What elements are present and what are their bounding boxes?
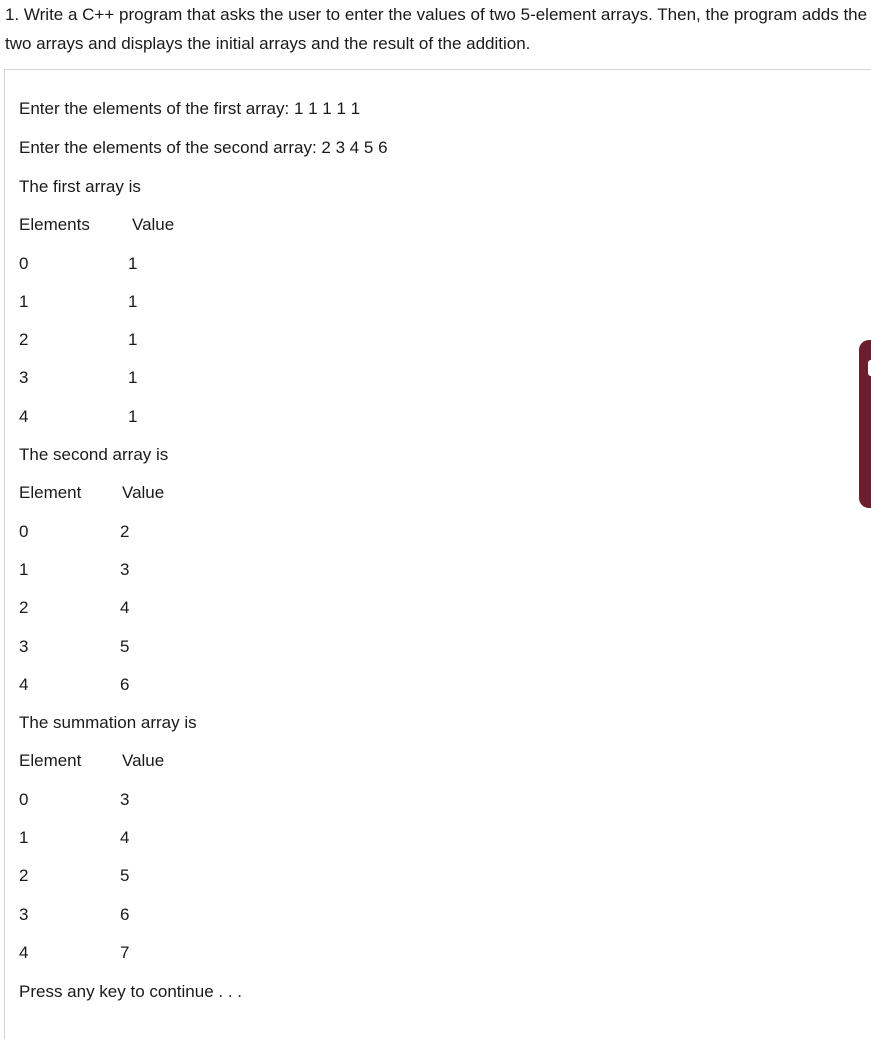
row-value: 4: [120, 598, 130, 617]
row-index: 4: [19, 407, 29, 426]
column-header-element: Element: [19, 751, 82, 770]
row-value: 6: [120, 675, 130, 694]
row-index: 4: [19, 943, 29, 962]
row-value: 2: [120, 522, 130, 541]
prompt-second-array: Enter the elements of the second array: 2 3 4 5 6: [19, 138, 388, 157]
column-header-value: Value: [132, 215, 175, 234]
row-value: 1: [128, 368, 138, 387]
row-value: 1: [128, 292, 138, 311]
question-text: 1. Write a C++ program that asks the user to enter the values of two 5-element arrays. Then, the program adds the two arrays and displays the initial arrays and the result of the addition.: [5, 5, 868, 53]
prompt-first-array: Enter the elements of the first array: 1 1 1 1 1: [19, 99, 361, 118]
column-header-value: Value: [122, 483, 165, 502]
row-value: 1: [128, 254, 138, 273]
row-value: 6: [120, 905, 130, 924]
row-index: 2: [19, 330, 29, 349]
row-index: 0: [19, 522, 29, 541]
row-value: 4: [120, 828, 130, 847]
row-index: 3: [19, 368, 29, 387]
row-index: 3: [19, 905, 29, 924]
row-index: 2: [19, 598, 29, 617]
row-index: 2: [19, 866, 29, 885]
press-any-key-text: Press any key to continue . . .: [19, 982, 243, 1001]
row-index: 1: [19, 560, 29, 579]
row-index: 0: [19, 790, 29, 809]
summation-array-heading: The summation array is: [19, 713, 197, 732]
row-index: 0: [19, 254, 29, 273]
column-header-element: Element: [19, 483, 82, 502]
second-array-heading: The second array is: [19, 445, 169, 464]
row-value: 5: [120, 866, 130, 885]
column-header-element: Elements: [19, 215, 90, 234]
row-value: 1: [128, 330, 138, 349]
row-value: 3: [120, 560, 130, 579]
first-array-heading: The first array is: [19, 177, 141, 196]
row-index: 1: [19, 292, 29, 311]
row-index: 4: [19, 675, 29, 694]
column-header-value: Value: [122, 751, 165, 770]
row-index: 3: [19, 637, 29, 656]
row-value: 5: [120, 637, 130, 656]
row-value: 7: [120, 943, 130, 962]
row-index: 1: [19, 828, 29, 847]
row-value: 1: [128, 407, 138, 426]
row-value: 3: [120, 790, 130, 809]
